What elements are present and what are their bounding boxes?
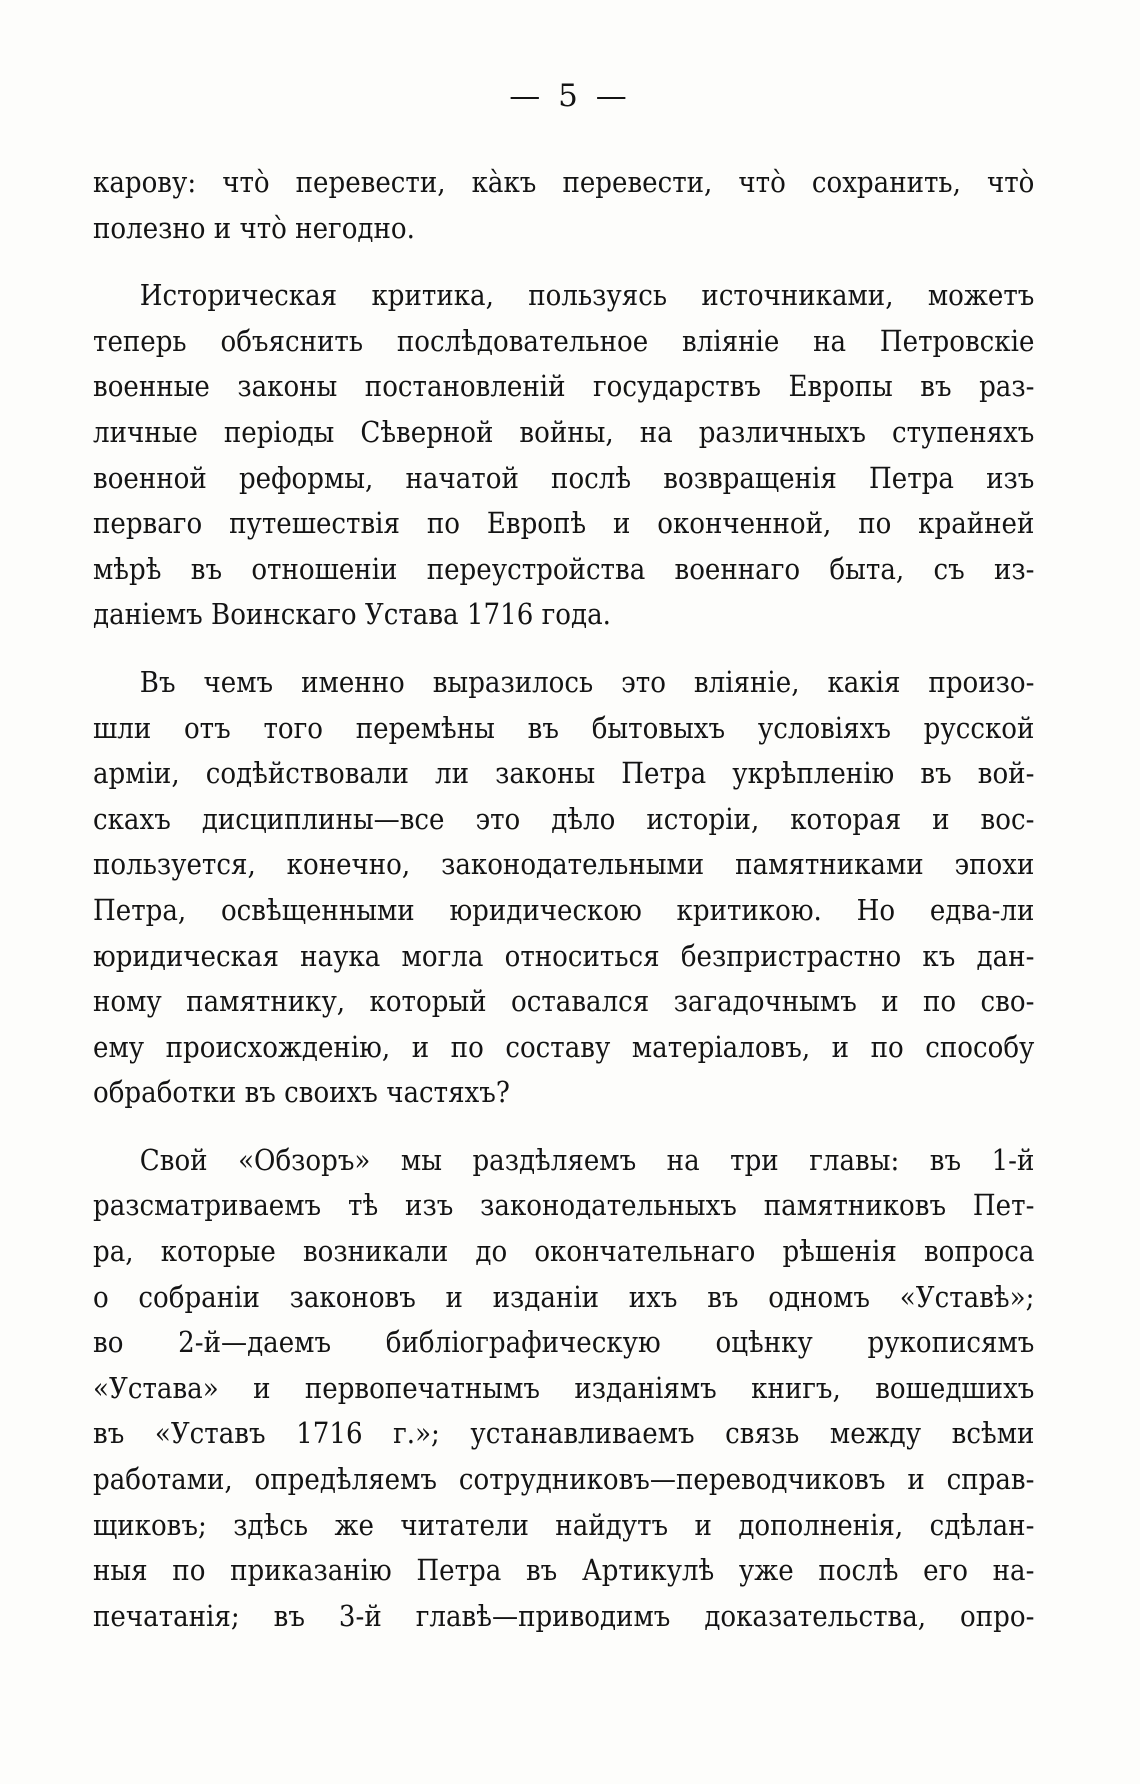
- text-line: теперь объяснить послѣдовательное вліяніе на Петровскіе: [93, 323, 1035, 358]
- paragraph-1: [93, 160, 1035, 251]
- text-line: юридическая наука могла относиться безпристрастно къ дан-: [93, 938, 1035, 973]
- text-line: арміи, содѣйствовали ли законы Петра укрѣпленію въ вой-: [93, 756, 1035, 791]
- text-line: во 2-й—даемъ библіографическую оцѣнку рукописямъ: [93, 1325, 1035, 1360]
- text-line: личные періоды Сѣверной войны, на различныхъ ступеняхъ: [93, 414, 1035, 449]
- text-line: Петра, освѣщенными юридическою критикою. Но едва-ли: [93, 892, 1035, 927]
- text-line: ныя по приказанію Петра въ Артикулѣ уже послѣ его на-: [93, 1553, 1035, 1588]
- text-line: пользуется, конечно, законодательными памятниками эпохи: [93, 847, 1035, 882]
- text-line: въ «Уставъ 1716 г.»; устанавливаемъ связь между всѣми: [93, 1416, 1035, 1451]
- paragraph-4: [93, 1138, 1035, 1640]
- text-line: разсматриваемъ тѣ изъ законодательныхъ памятниковъ Пет-: [93, 1188, 1035, 1223]
- body-text: [93, 160, 1035, 1639]
- text-line: военной реформы, начатой послѣ возвращенія Петра изъ: [93, 460, 1035, 495]
- text-line: Въ чемъ именно выразилось это вліяніе, какія произо-: [139, 664, 1035, 699]
- text-line: полезно и что̀ негодно.: [93, 210, 415, 245]
- text-line: шли отъ того перемѣны въ бытовыхъ условіяхъ русской: [93, 710, 1035, 745]
- text-line: карову: что̀ перевести, ка̀къ перевести, что̀ сохранить, что̀: [93, 165, 1035, 199]
- text-line: Историческая критика, пользуясь источниками, можетъ: [139, 278, 1035, 313]
- text-line: мѣрѣ въ отношеніи переустройства военнаго быта, съ из-: [93, 551, 1035, 586]
- text-line: о собраніи законовъ и изданіи ихъ въ одномъ «Уставѣ»;: [93, 1279, 1035, 1314]
- text-line: щиковъ; здѣсь же читатели найдутъ и дополненія, сдѣлан-: [93, 1507, 1035, 1542]
- text-line: скахъ дисциплины—все это дѣло исторіи, которая и вос-: [93, 801, 1035, 836]
- text-line: перваго путешествія по Европѣ и оконченной, по крайней: [93, 506, 1035, 541]
- text-line: ра, которые возникали до окончательнаго рѣшенія вопроса: [93, 1234, 1035, 1269]
- text-line: печатанія; въ 3-й главѣ—приводимъ доказательства, опро-: [93, 1598, 1035, 1633]
- text-line: даніемъ Воинскаго Устава 1716 года.: [93, 597, 611, 632]
- text-line: ному памятнику, который оставался загадочнымъ и по сво-: [93, 984, 1035, 1019]
- text-line: работами, опредѣляемъ сотрудниковъ—переводчиковъ и справ-: [93, 1462, 1035, 1497]
- paragraph-2: [93, 273, 1035, 638]
- text-line: Свой «Обзоръ» мы раздѣляемъ на три главы: въ 1-й: [139, 1142, 1035, 1177]
- text-line: ему происхожденію, и по составу матеріаловъ, и по способу: [93, 1029, 1035, 1064]
- text-line: военные законы постановленій государствъ Европы въ раз-: [93, 369, 1035, 404]
- text-line: обработки въ своихъ частяхъ?: [93, 1075, 510, 1110]
- paragraph-3: [93, 660, 1035, 1116]
- text-line: «Устава» и первопечатнымъ изданіямъ книгъ, вошедшихъ: [93, 1370, 1035, 1405]
- page-number: — 5 —: [509, 78, 631, 114]
